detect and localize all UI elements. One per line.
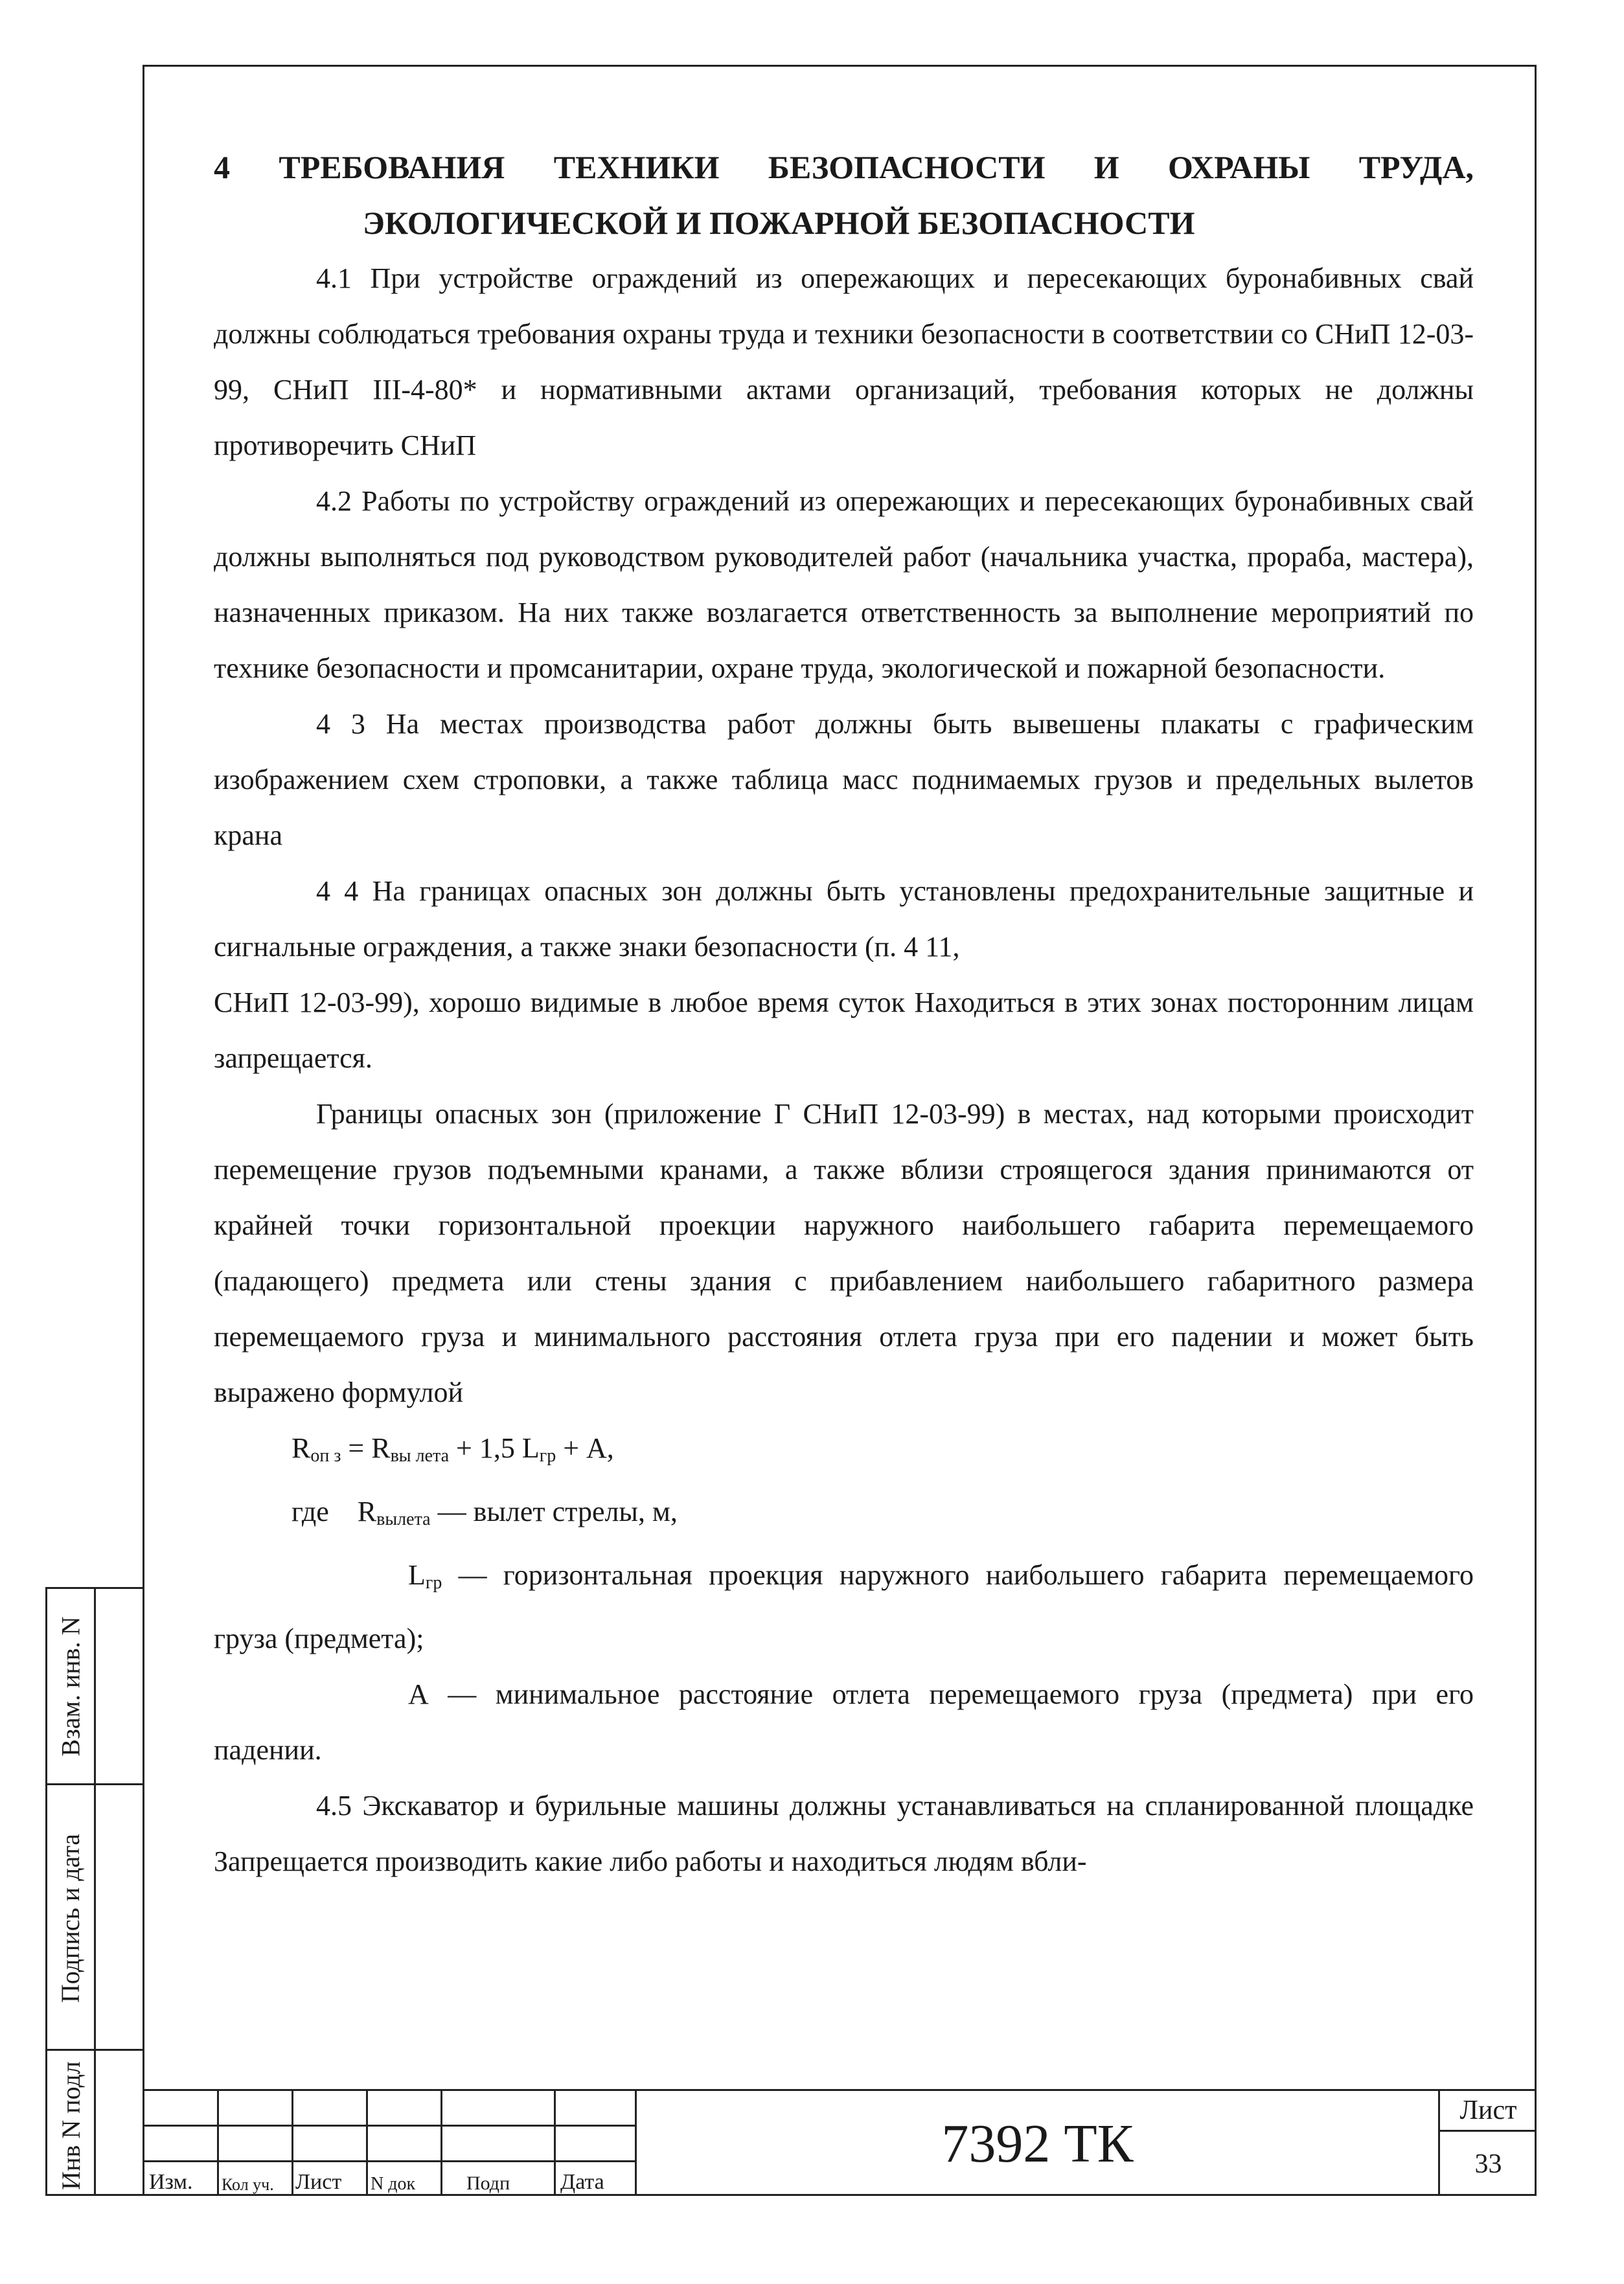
paragraph-4-1: 4.1 При устройстве ограждений из опережающих и пересекающих буронабивных свай должны соблюдаться требования охраны труда и техники безопасности в соответствии со СНиП 12-03-99, СНиП III-4-80* и нормативными актами организаций, требования которых не должны противоречить СНиП (214, 262, 1474, 461)
paragraph-4-4a: 4 4 На границах опасных зон должны быть установлены предохранительные защитные и сигнальные ограждения, а также знаки безопасности (п. 4 11, (214, 875, 1474, 963)
heading-line-1: 4 ТРЕБОВАНИЯ ТЕХНИКИ БЕЗОПАСНОСТИ И ОХРАНЫ ТРУДА, (214, 149, 1474, 185)
heading-line-2: ЭКОЛОГИЧЕСКОЙ И ПОЖАРНОЙ БЕЗОПАСНОСТИ (363, 205, 1195, 241)
label-izm: Изм. (149, 2170, 193, 2194)
side-stamp (45, 1587, 143, 2196)
side-stamp-labels (45, 1587, 96, 2196)
sheet-number: 33 (1474, 2149, 1502, 2179)
revision-grid (143, 2089, 635, 2196)
label-podp: Подп (466, 2173, 510, 2194)
side-stamp-values (94, 1587, 144, 2196)
section-heading (214, 139, 1474, 251)
sheet-label: Лист (1440, 2091, 1537, 2132)
side-cell-inv: Инв N подл (47, 2049, 94, 2200)
label-n-dok: N док (371, 2174, 416, 2194)
paragraph-4-3: 4 3 На местах производства работ должны быть вывешены плакаты с графическим изображением схем строповки, а также таблица масс поднимаемых грузов и предельных вылетов крана (214, 708, 1474, 851)
sheet-box (1438, 2089, 1537, 2196)
document-number: 7392 ТК (635, 2089, 1438, 2196)
label-kol-uch: Кол уч. (222, 2175, 274, 2194)
formula-where-r: где $R_{вылета}$ — вылет стрелы, м, (292, 1496, 678, 1529)
formula-where-a: А — минимальное расстояние отлета перемещаемого груза (предмета) при его падении. (214, 1678, 1474, 1766)
side-cell-podpis: Подпись и дата (47, 1783, 94, 2051)
document-body (214, 139, 1474, 1890)
formula-main: $R_{оп з} = R_{вы лета} + 1,5$ $L_{гр} + A$, (292, 1432, 614, 1466)
paragraph-4-4b: СНиП 12-03-99), хорошо видимые в любое время суток Находиться в этих зонах посторонним лицам запрещается. (214, 987, 1474, 1074)
paragraph-boundaries: Границы опасных зон (приложение Г СНиП 12-03-99) в местах, над которыми происходит перемещение грузов подъемными кранами, а также вблизи строящегося здания принимаются от крайней точки горизонтальной проекции наружного наибольшего габарита перемещаемого (падающего) предмета или стены здания с прибавлением наибольшего габаритного размера перемещаемого груза и минимального расстояния отлета груза при его падении и может быть выражено формулой (214, 1098, 1474, 1408)
formula-where-l: $L_{гр}$ — горизонтальная проекция наружного наибольшего габарита перемещаемого груза (предмета); (214, 1559, 1474, 1654)
side-cell-vzam: Взам. инв. N (56, 1616, 86, 1757)
label-data: Дата (560, 2170, 604, 2194)
paragraph-4-5: 4.5 Экскаватор и бурильные машины должны устанавливаться на спланированной площадке Запрещается производить какие либо работы и находиться людям вбли- (214, 1790, 1474, 1877)
label-list: Лист (295, 2170, 342, 2194)
paragraph-4-2: 4.2 Работы по устройству ограждений из опережающих и пересекающих буронабивных свай должны выполняться под руководством руководителей работ (начальника участка, прораба, мастера), назначенных приказом. На них также возлагается ответственность за выполнение мероприятий по технике безопасности и промсанитарии, охране труда, экологической и пожарной безопасности. (214, 485, 1474, 684)
title-block (143, 2089, 1537, 2196)
